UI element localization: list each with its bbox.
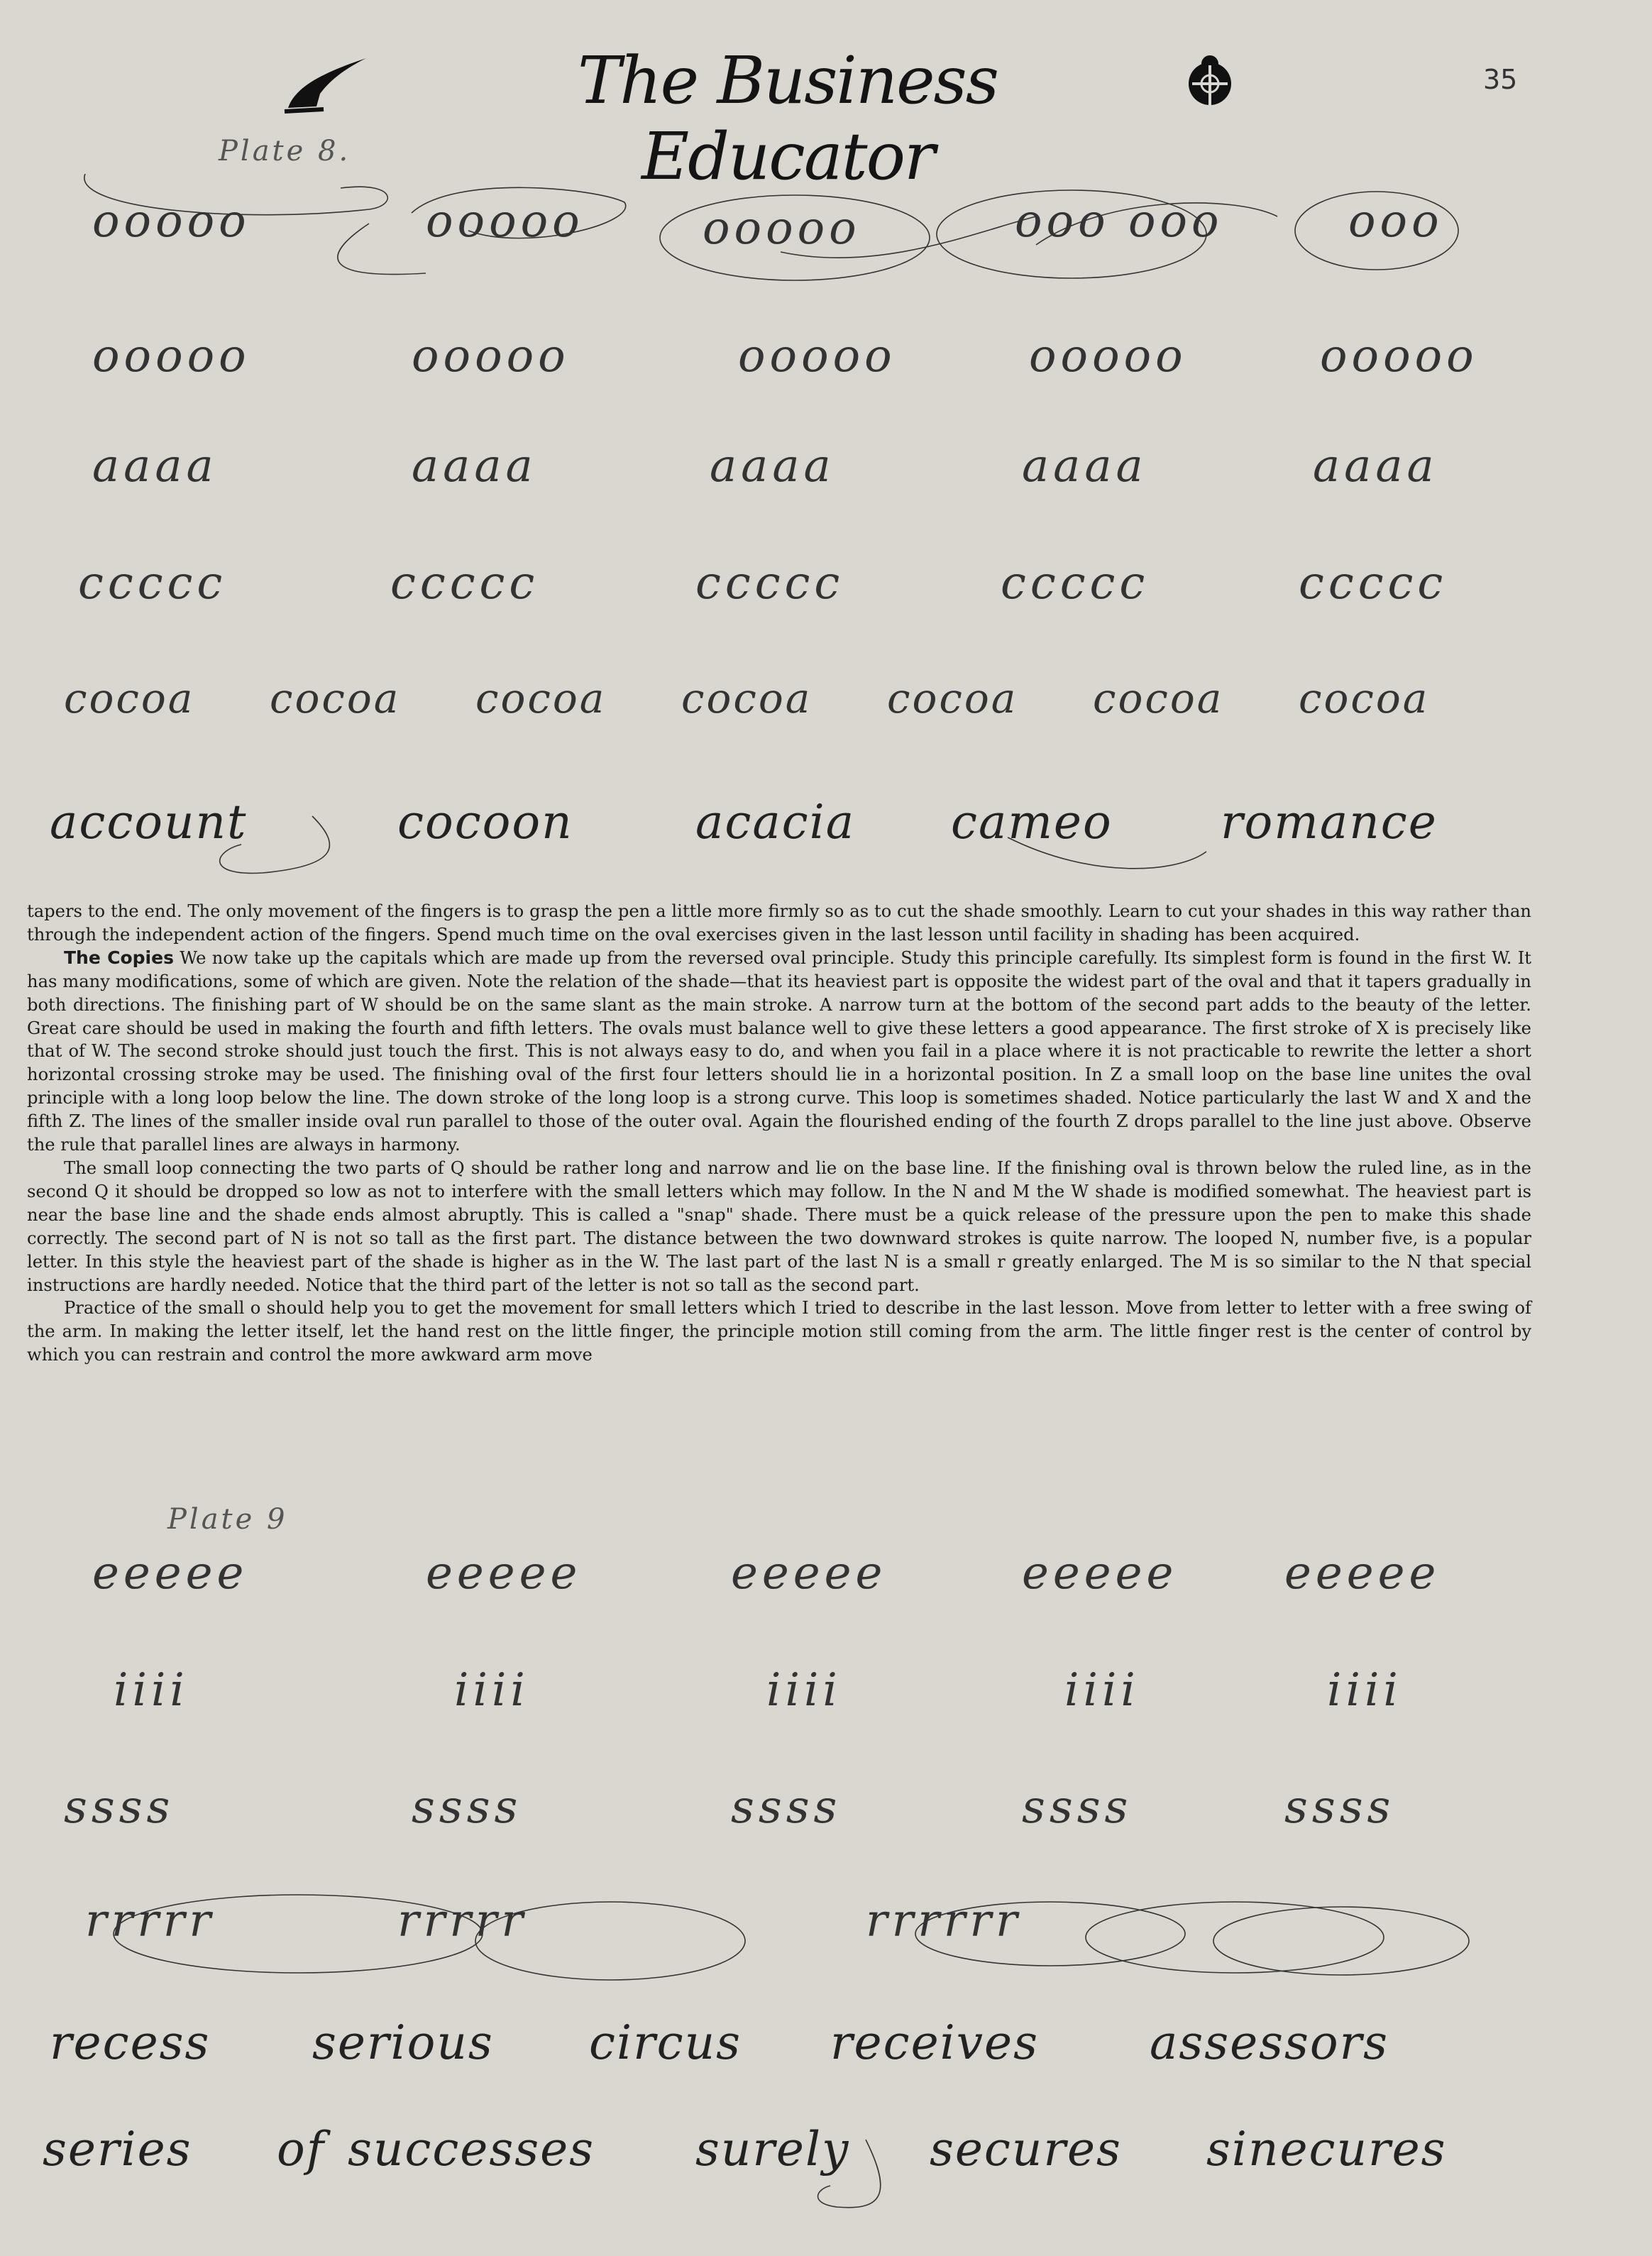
paragraph: The small loop connecting the two parts of Q should be rather long and narrow and lie on the base line. If the finishing oval is thrown below the ruled line, as in the second Q it should be dropped so low as not to interfere with the small letters which may follow. In the N and M the W shade is modified somewhat. The heaviest part is near the base line and the shade ends almost abruptly. This is called a "snap" shade. There must be a quick release of the pressure upon the pen to make this shade correctly. The second part of N is not so tall as the first part. The distance between the two downward strokes is quite narrow. The looped N, number five, is a popular letter. In this style the heaviest part of the shade is higher as in the W. The last part of the last N is a small r greatly enlarged. The M is so similar to the N that special instructions are hardly needed. Notice that the third part of the letter is not so tall as the second part.	[27, 1157, 1531, 1295]
drill-word: series	[43, 2122, 192, 2177]
drill-group: ccccc	[390, 557, 539, 610]
c-drill-row	[28, 550, 1504, 635]
drill-group: cocoa	[887, 674, 1018, 722]
oval-o-drill-row	[28, 174, 1504, 291]
drill-group: ssss	[64, 1781, 175, 1834]
drill-group: cocoa	[475, 674, 607, 722]
drill-group: ooooo	[703, 202, 861, 255]
drill-group: aaaa	[412, 440, 537, 493]
drill-group: eeeee	[426, 1547, 582, 1600]
drill-group: ooooo	[412, 330, 570, 383]
drill-group: ccccc	[1299, 557, 1448, 610]
drill-word: cameo	[951, 795, 1113, 849]
lesson-text	[27, 900, 1531, 1367]
drill-group: cocoa	[681, 674, 813, 722]
drill-word: sinecures	[1206, 2122, 1447, 2177]
s-drill-row	[28, 1774, 1504, 1859]
drill-group: cocoa	[1093, 674, 1224, 722]
drill-group: aaaa	[710, 440, 835, 493]
drill-group: cocoa	[1299, 674, 1430, 722]
drill-group: ooooo	[1029, 330, 1187, 383]
drill-group: cocoa	[270, 674, 401, 722]
drill-word: cocoon	[397, 795, 573, 849]
cocoa-drill-row	[28, 660, 1504, 745]
drill-group: ssss	[412, 1781, 522, 1834]
drill-word: acacia	[695, 795, 856, 849]
drill-group: iiii	[1064, 1664, 1140, 1717]
drill-word: of	[277, 2122, 326, 2177]
emblem-icon	[1178, 50, 1242, 114]
drill-group: aaaa	[1022, 440, 1147, 493]
copies-paragraph	[27, 947, 1531, 1157]
drill-group: ooooo	[92, 330, 250, 383]
drill-group: iiii	[454, 1664, 529, 1717]
drill-group: ssss	[1022, 1781, 1133, 1834]
drill-group: eeeee	[731, 1547, 887, 1600]
drill-group: rrrrr	[397, 1895, 527, 1947]
i-drill-row	[28, 1657, 1504, 1742]
drill-group: ssss	[731, 1781, 842, 1834]
drill-group: iiii	[766, 1664, 842, 1717]
paragraph: tapers to the end. The only movement of the fingers is to grasp the pen a little more firmly so as to cut the shade smoothly. Learn to cut your shades in this way rather than through the independent action of the fingers. Spend much time on the oval exercises given in the last lesson until facility in shading has been acquired.	[27, 901, 1531, 945]
r-drill-row	[28, 1884, 1504, 1991]
plate-8-label: Plate 8.	[219, 135, 351, 167]
paragraph: We now take up the capitals which are made up from the reversed oval principle. Study this principle carefully. Its simplest form is found in the first W. It has many modifications, some of which are given. Note the relation of the shade—that its heaviest part is opposite the widest part of the oval and that it tapers gradually in both directions. The finishing part of W should be on the same slant as the main stroke. A narrow turn at the bottom of the second part adds to the beauty of the letter. Great care should be used in making the fourth and fifth letters. The ovals must balance well to give these letters a good appearance. The first stroke of X is precisely like that of W. The second stroke should just touch the first. This is not always easy to do, and when you fail in a place where it is not practicable to rewrite the letter a short horizontal crossing stroke may be used. The finishing oval of the first four letters should lie in a horizontal position. In Z a small loop on the base line unites the oval principle with a long loop below the line. The down stroke of the long loop is a strong curve. This loop is sometimes shaded. Notice particularly the last W and X and the fifth Z. The lines of the smaller inside oval run parallel to those of the outer oval. Again the flourished ending of the fourth Z drops parallel to the line just above. Observe the rule that parallel lines are always in harmony.	[27, 947, 1531, 1155]
drill-group: ooooo	[1320, 330, 1478, 383]
masthead-title: The Business Educator	[578, 43, 998, 194]
drill-word: assessors	[1150, 2015, 1389, 2070]
paragraph: Practice of the small o should help you to get the movement for small letters which I tried to describe in the last lesson. Move from letter to letter with a free swing of the arm. In making the letter itself, let the hand rest on the little finger, the principle motion still coming from the arm. The little finger rest is the center of control by which you can restrain and control the more awkward arm move	[27, 1298, 1531, 1365]
drill-word: successes	[348, 2122, 595, 2177]
drill-group: eeeee	[1284, 1547, 1441, 1600]
drill-word: romance	[1221, 795, 1438, 849]
drill-word: surely	[695, 2122, 850, 2177]
drill-group: rrrrr	[85, 1895, 215, 1947]
words-drill-row-1	[43, 2008, 1504, 2086]
drill-group: iiii	[1327, 1664, 1402, 1717]
drill-group: ssss	[1284, 1781, 1395, 1834]
words-drill-row-2	[43, 2111, 1504, 2211]
e-drill-row	[28, 1540, 1504, 1625]
drill-word: serious	[312, 2015, 494, 2070]
drill-group: cocoa	[64, 674, 195, 722]
drill-group: ooooo	[92, 195, 250, 248]
drill-group: aaaa	[92, 440, 218, 493]
drill-group: ooooo	[738, 330, 896, 383]
drill-group: eeeee	[1022, 1547, 1178, 1600]
drill-group: aaaa	[1313, 440, 1438, 493]
drill-word: receives	[830, 2015, 1039, 2070]
words-drill-row	[28, 774, 1504, 880]
drill-group: ccccc	[1001, 557, 1150, 610]
drill-group: ccccc	[695, 557, 844, 610]
plate-9-label: Plate 9	[167, 1503, 288, 1536]
drill-group: ooo	[1348, 195, 1443, 248]
drill-group: ccccc	[78, 557, 227, 610]
drill-word: circus	[589, 2015, 742, 2070]
drill-group: rrrrrr	[866, 1895, 1022, 1947]
r-flourishes	[28, 1884, 1504, 1991]
copies-heading: The Copies	[64, 947, 174, 968]
drill-group: eeeee	[92, 1547, 248, 1600]
o-drill-row	[28, 323, 1504, 408]
a-drill-row	[28, 433, 1504, 518]
drill-word: account	[50, 795, 248, 849]
drill-word: recess	[50, 2015, 211, 2070]
drill-group: ooo ooo	[1015, 195, 1223, 248]
drill-group: ooooo	[426, 195, 584, 248]
page-number: 35	[1483, 64, 1518, 95]
drill-word: secures	[930, 2122, 1122, 2177]
drill-group: iiii	[114, 1664, 189, 1717]
quill-pen-icon	[281, 44, 373, 115]
